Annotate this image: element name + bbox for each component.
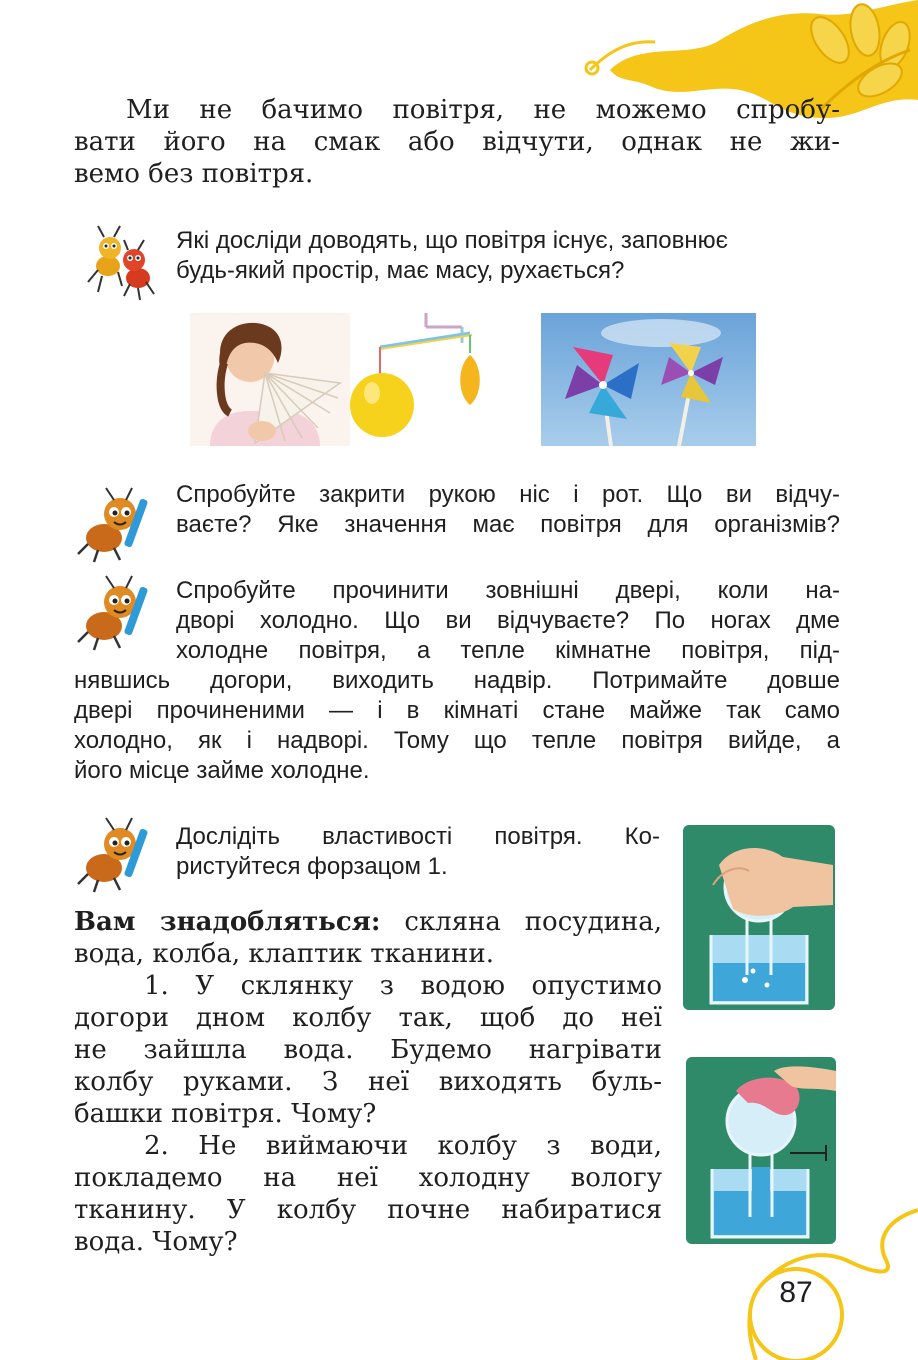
intro-line-1: Ми не бачимо повітря, не можемо спробу- [126, 95, 840, 125]
needed-label: Вам знадобляться: [74, 907, 381, 937]
experiment-line-9: тканину. У колбу почне набиратися [74, 1195, 662, 1225]
task-2-line-3: холодне повітря, а тепле кімнатне повітря, під- [176, 637, 840, 664]
experiment-line-5: колбу руками. З неї виходять буль- [74, 1067, 662, 1097]
needed-line [74, 906, 662, 938]
task-2-line-4: нявшись догори, виходить надвір. Потримайте довше [74, 667, 840, 694]
experiment-line-2: 1. У склянку з водою опустимо [144, 971, 662, 1001]
flask-heated-by-hands-illustration [683, 825, 835, 1010]
task-2-line-1: Спробуйте прочинити зовнішні двері, коли на- [176, 577, 840, 604]
task-2-line-5: двері прочиненими — і в кімнаті стане майже так само [74, 697, 840, 724]
ant-pencil-icon [74, 814, 164, 894]
girl-with-fan-illustration [190, 313, 350, 446]
question-1 [176, 226, 840, 286]
question-1-line-2: будь-який простір, має масу, рухається? [176, 257, 625, 284]
experiment-text [74, 906, 662, 1258]
experiment-line-3: догори дном колбу так, щоб до неї [74, 1003, 662, 1033]
task-2-line-6: холодно, як і надворі. Тому що тепле повітря вийде, а [74, 727, 840, 754]
experiment-line-4: не зайшла вода. Будемо нагрівати [74, 1035, 662, 1065]
intro-line-2: вати його на смак або відчути, однак не жи- [74, 127, 840, 157]
task-2-line-2: дворі холодно. Що ви відчуваєте? По ногах дме [176, 607, 840, 634]
experiment-line-6: башки повітря. Чому? [74, 1099, 377, 1129]
needed-items-start: скляна посудина, [380, 907, 662, 937]
experiment-line-10: вода. Чому? [74, 1227, 238, 1257]
experiment-line-8: покладемо на неї холодну вологу [74, 1163, 662, 1193]
task-3-line-1: Дослідіть властивості повітря. Ко- [176, 823, 660, 850]
intro-line-3: вемо без повітря. [74, 159, 314, 189]
task-1 [176, 480, 840, 540]
ant-pair-icon [80, 222, 170, 302]
experiment-line-7: 2. Не виймаючи колбу з води, [144, 1131, 662, 1161]
task-1-line-2: ваєте? Яке значення має повітря для організмів? [176, 511, 840, 538]
experiment-line-1: вода, колба, клаптик тканини. [74, 939, 494, 969]
task-3-line-2: ристуйтеся форзацом 1. [176, 853, 448, 880]
ant-pencil-icon [74, 484, 164, 564]
question-1-line-1: Які досліди доводять, що повітря існує, заповнює [176, 227, 728, 254]
task-1-line-1: Спробуйте закрити рукою ніс і рот. Що ви відчу- [176, 481, 840, 508]
pinwheels-illustration [541, 313, 756, 446]
task-2-line-7: його місце займе холодне. [74, 757, 370, 784]
task-2 [74, 576, 840, 786]
air-mass-balance-illustration [350, 313, 518, 446]
task-3 [176, 822, 660, 882]
page-number: 87 [779, 1276, 813, 1309]
intro-paragraph [74, 94, 840, 190]
